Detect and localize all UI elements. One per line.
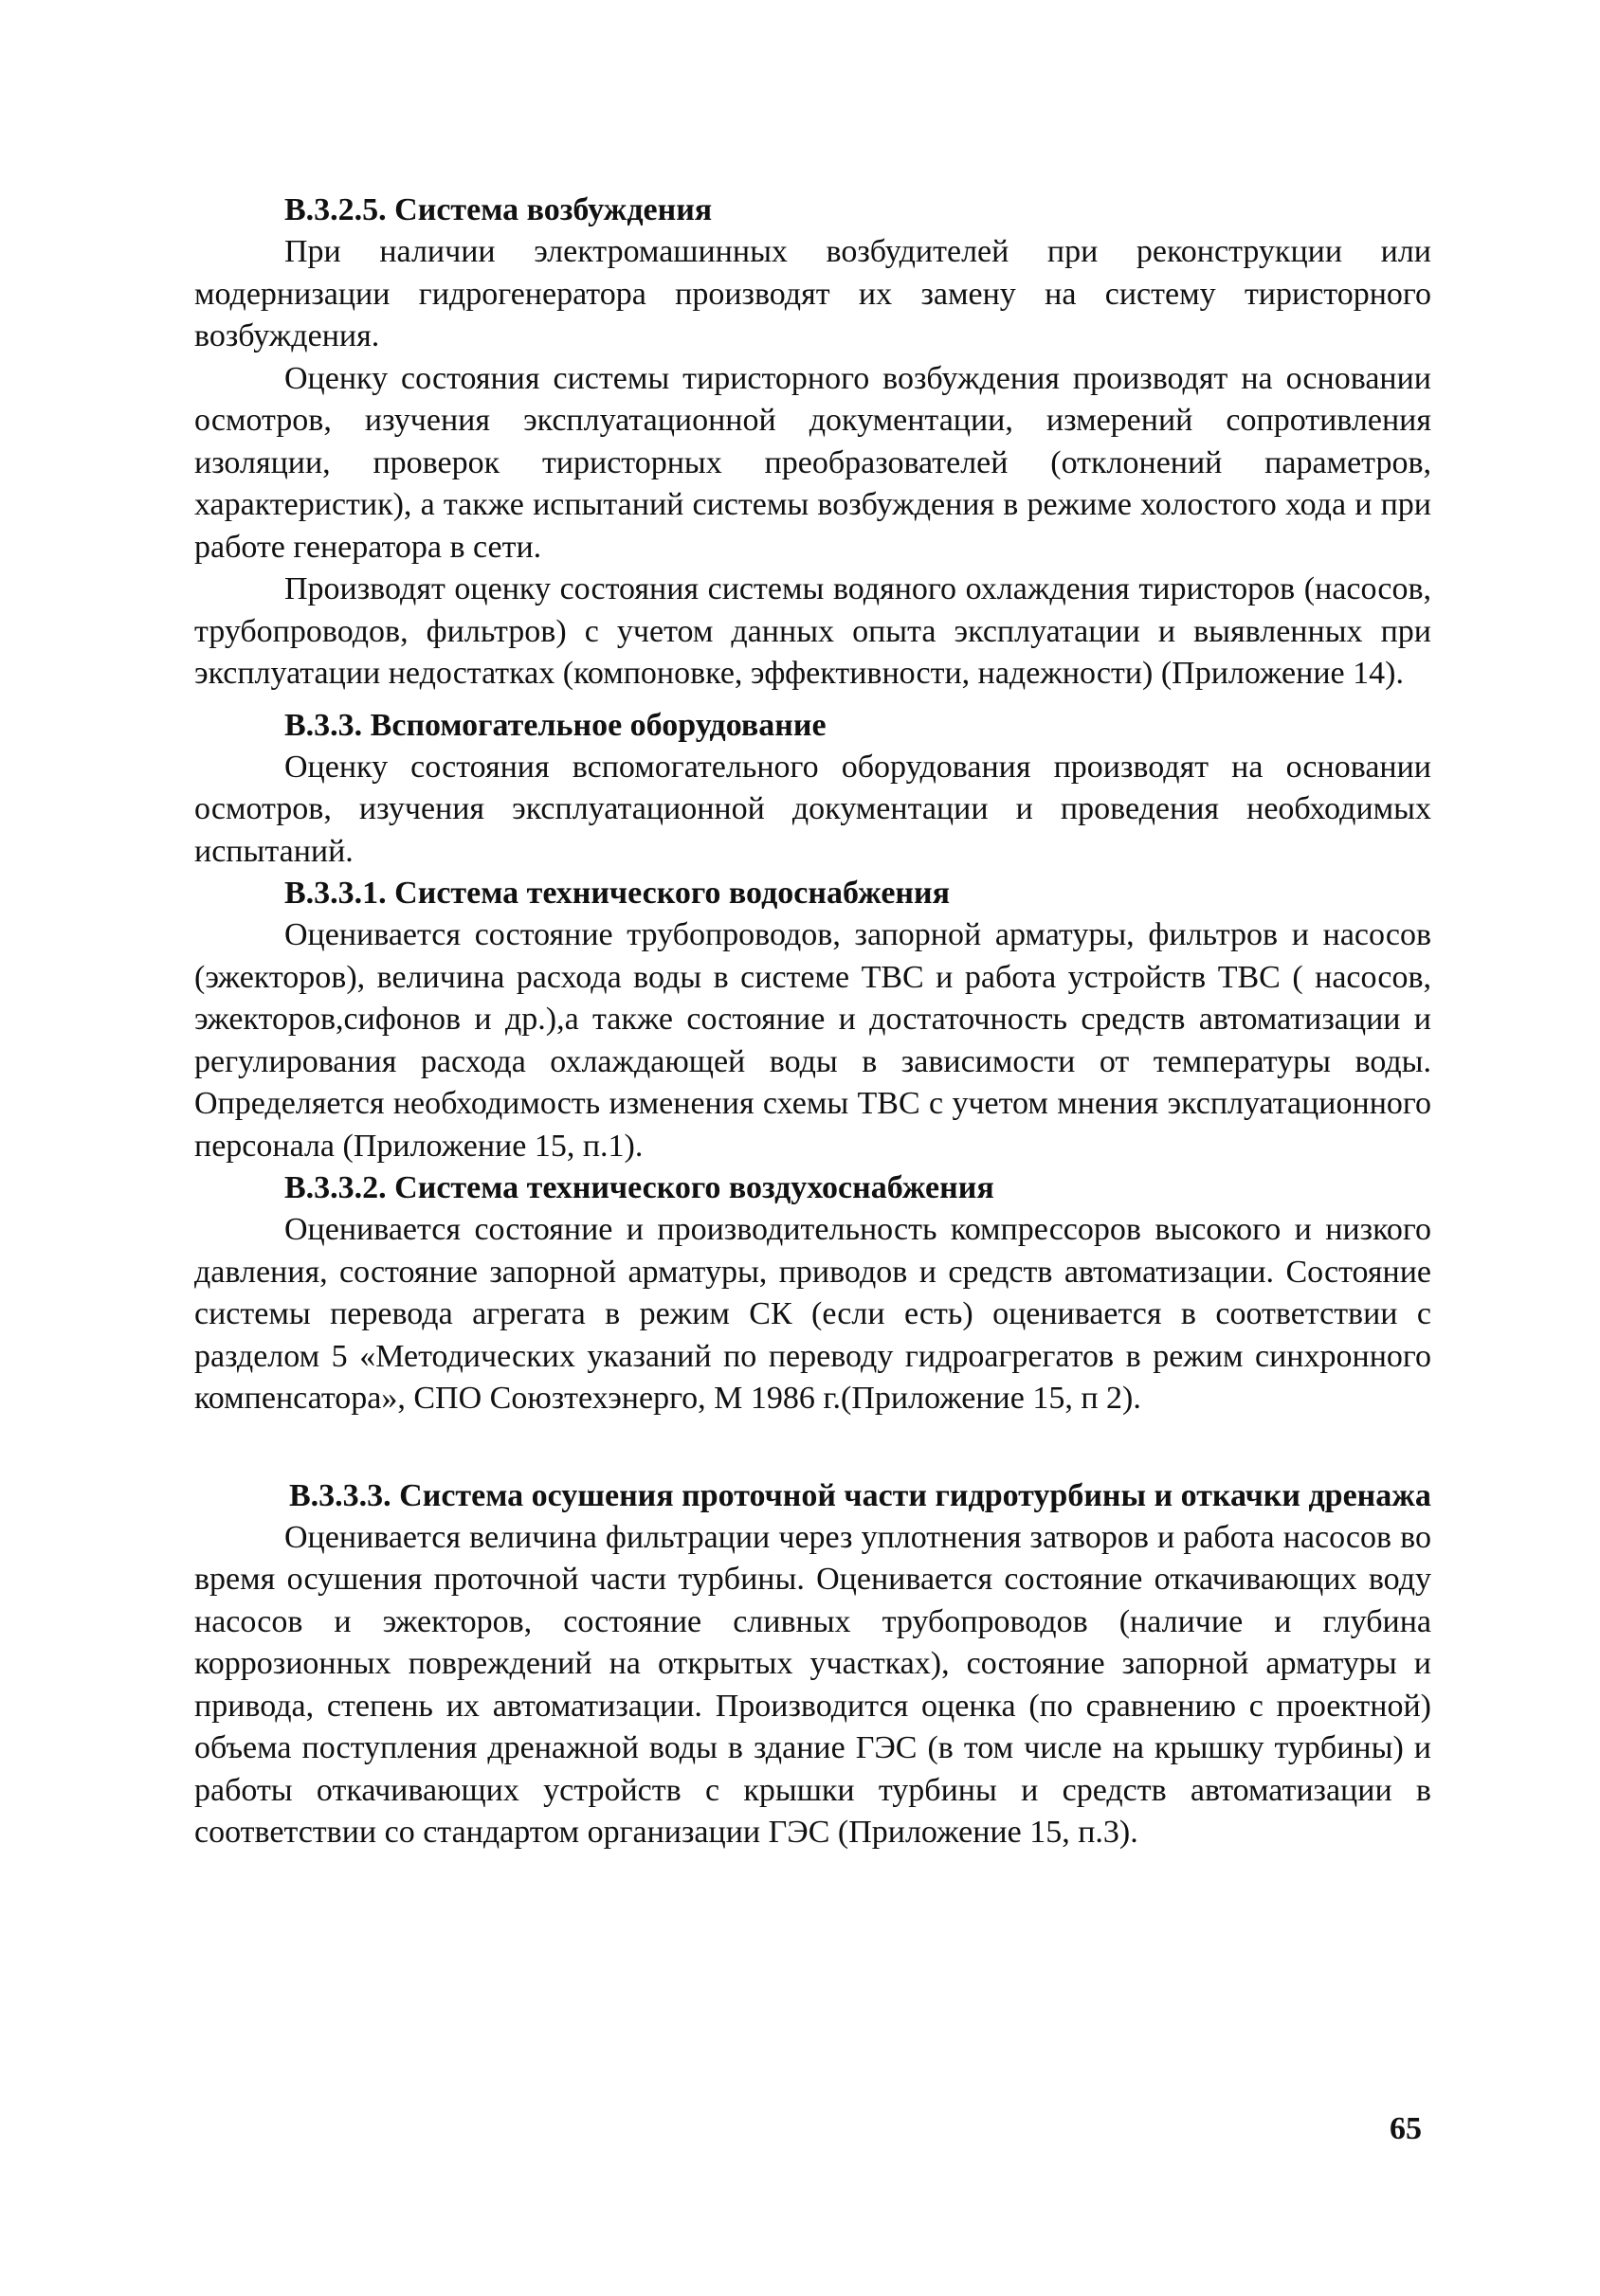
page-number: 65 (1390, 2111, 1422, 2146)
paragraph: При наличии электромашинных возбудителей при реконструкции или модернизации гидрогенератора производят их замену на систему тиристорного возбуждения. (194, 234, 1431, 353)
paragraph: Оценивается состояние и производительность компрессоров высокого и низкого давления, состояние запорной арматуры, приводов и средств автоматизации. Состояние системы перевода агрегата в режим СК (если есть) оценивается в соответствии с разделом 5 «Методических указаний по переводу гидроагрегатов в режим синхронного компенсатора», СПО Союзтехэнерго, М 1986 г.(Приложение 15, п 2). (194, 1212, 1431, 1416)
section-heading-auxiliary-equipment: В.3.3. Вспомогательное оборудование (284, 707, 827, 743)
document-page (194, 190, 1431, 1854)
section-heading-drainage: В.3.3.3. Система осушения проточной части гидротурбины и откачки дренажа (289, 1477, 1431, 1513)
spacer (194, 696, 1431, 705)
section-heading-water-supply: В.3.3.1. Система технического водоснабжения (284, 876, 950, 911)
section-heading-excitation: В.3.2.5. Система возбуждения (284, 192, 713, 227)
paragraph: Оценивается состояние трубопроводов, запорной арматуры, фильтров и насосов (эжекторов), величина расхода воды в системе ТВС и работа устройств ТВС ( насосов, эжекторов,сифонов и др.),а также состояние и достаточность средств автоматизации и регулирования расхода охлаждающей воды в зависимости от температуры воды. Определяется необходимость изменения схемы ТВС с учетом мнения эксплуатационного персонала (Приложение 15, п.1). (194, 917, 1431, 1164)
paragraph: Оценку состояния системы тиристорного возбуждения производят на основании осмотров, изучения эксплуатационной документации, измерений сопротивления изоляции, проверок тиристорных преобразователей (отклонений параметров, характеристик), а также испытаний системы возбуждения в режиме холостого хода и при работе генератора в сети. (194, 360, 1431, 565)
section-heading-air-supply: В.3.3.2. Система технического воздухоснабжения (284, 1170, 994, 1205)
spacer (194, 1420, 1431, 1475)
paragraph: Производят оценку состояния системы водяного охлаждения тиристоров (насосов, трубопроводов, фильтров) с учетом данных опыта эксплуатации и выявленных при эксплуатации недостатках (компоновке, эффективности, надежности) (Приложение 14). (194, 571, 1431, 691)
paragraph: Оценивается величина фильтрации через уплотнения затворов и работа насосов во время осушения проточной части турбины. Оценивается состояние откачивающих воду насосов и эжекторов, состояние сливных трубопроводов (наличие и глубина коррозионных повреждений на открытых участках), состояние запорной арматуры и привода, степень их автоматизации. Производится оценка (по сравнению с проектной) объема поступления дренажной воды в здание ГЭС (в том числе на крышку турбины) и работы откачивающих устройств с крышки турбины и средств автоматизации в соответствии со стандартом организации ГЭС (Приложение 15, п.3). (194, 1519, 1431, 1850)
paragraph: Оценку состояния вспомогательного оборудования производят на основании осмотров, изучения эксплуатационной документации и проведения необходимых испытаний. (194, 749, 1431, 869)
